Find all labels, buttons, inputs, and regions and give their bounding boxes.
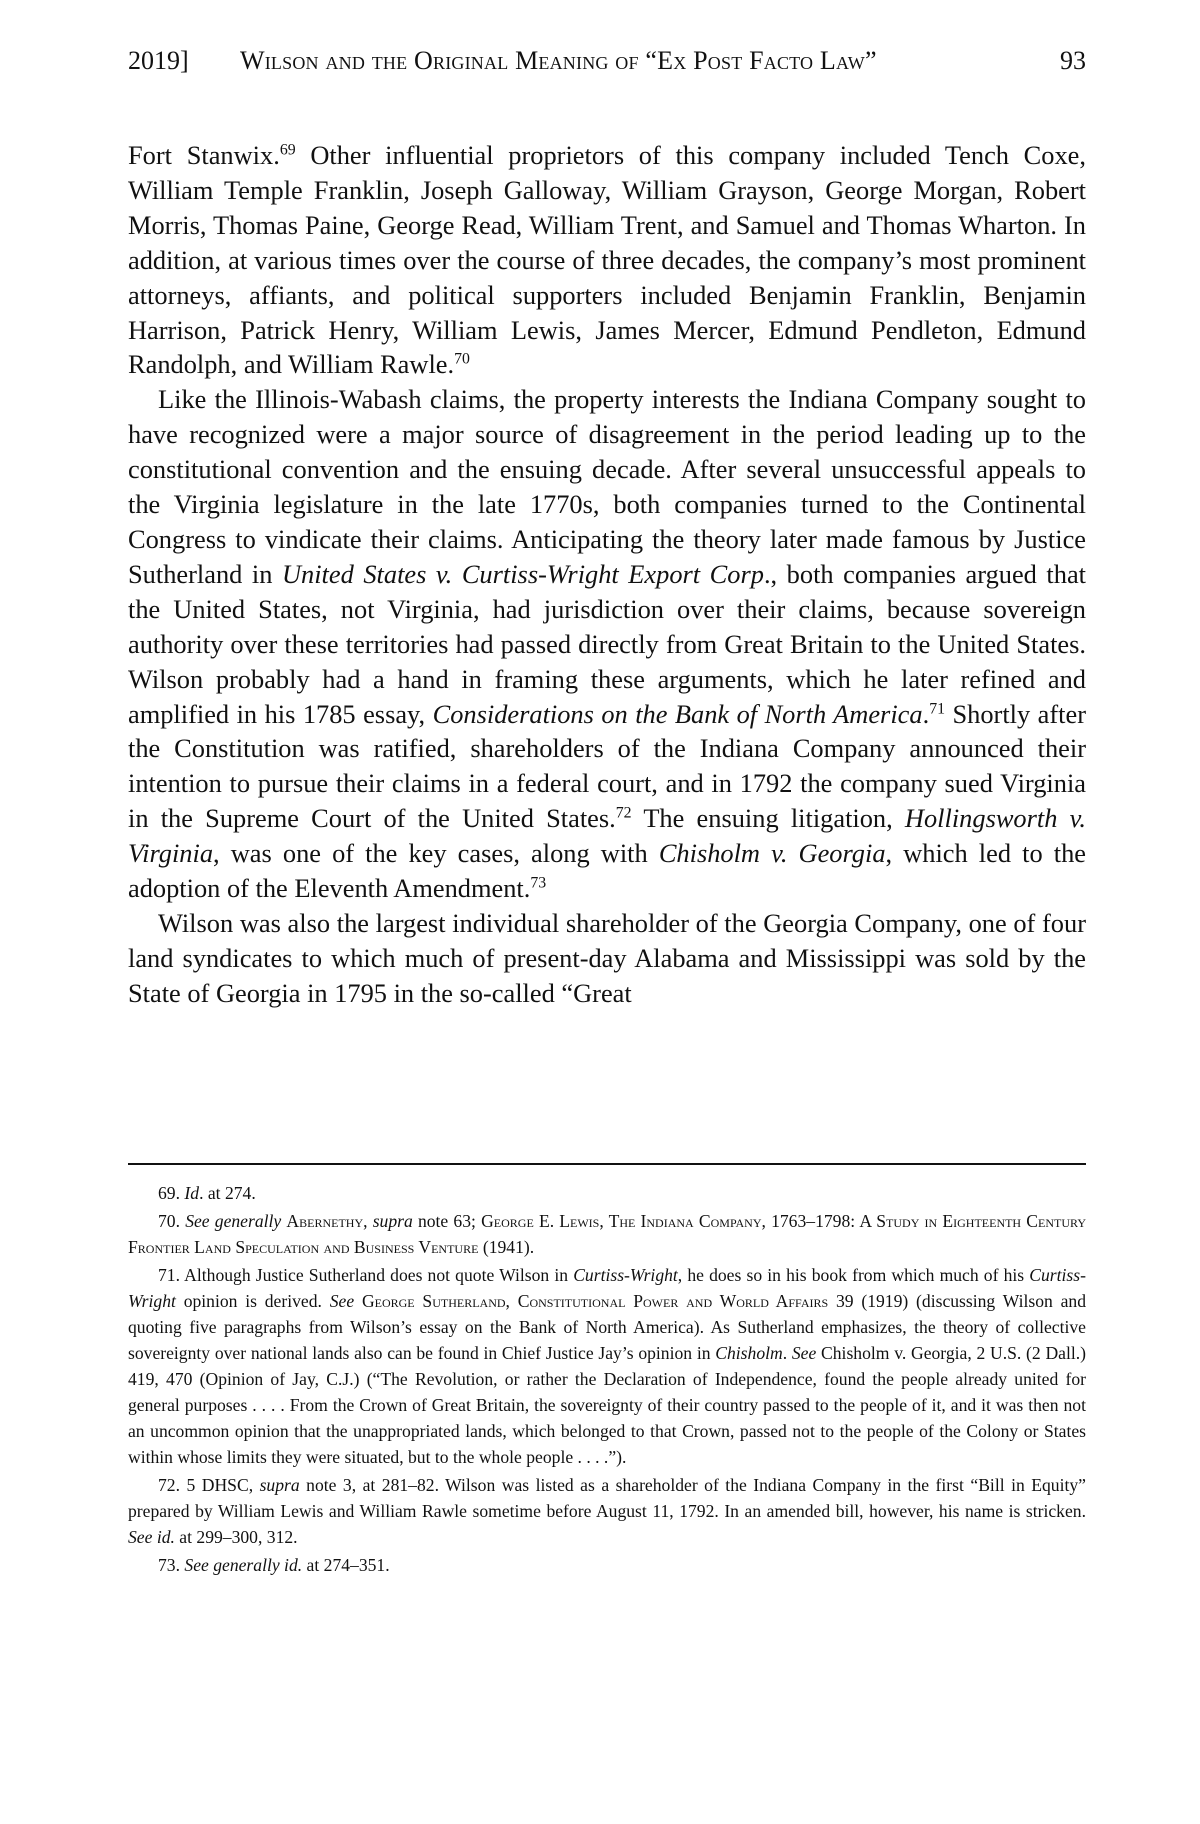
paragraph-3: Wilson was also the largest individual shareholder of the Georgia Company, one of four land syndicates to which much of present-day Alabama and Mississippi was sold by the State of Georgia in 1795 in the so-called “Great	[128, 907, 1086, 1008]
case-name: Hollingsworth v. Virginia	[128, 803, 1086, 869]
footnote-69: 69. Id. at 274.	[158, 1183, 256, 1203]
running-head-year: 2019]	[128, 46, 189, 75]
footnote-70: 70. See generally Abernethy, supra note 63; George E. Lewis, The Indiana Company, 1763–1798: A Study in Eighteenth Century Frontier Land Speculation and Business Venture (1941).	[128, 1211, 1087, 1257]
footnote-divider	[128, 1163, 1086, 1165]
footnote-72: 72. 5 DHSC, supra note 3, at 281–82. Wilson was listed as a shareholder of the Indiana Company in the first “Bill in Equity” prepared by William Lewis and William Rawle sometime before August 11, 1792. In an amended bill, however, his name is stricken. See id. at 299–300, 312.	[128, 1475, 1086, 1547]
footnote-ref-72[interactable]: 72	[615, 804, 632, 822]
footnote-ref-71[interactable]: 71	[929, 700, 946, 717]
paragraph-2: Like the Illinois-Wabash claims, the property interests the Indiana Company sought to have recognized were a major source of disagreement in the period leading up to the constitutional convention and the ensuing decade. After several unsuccessful appeals to the Virginia legislature in the late 1770s, both companies turned to the Continental Congress to vindicate their claims. Anticipating the theory later made famous by Justice Sutherland in United States v. Curtiss-Wright Export Corp., both companies argued that the United States, not Virginia, had jurisdiction over their claims, because sovereign authority over these territories had passed directly from Great Britain to the United States. Wilson probably had a hand in framing these arguments, which he later refined and amplified in his 1785 essay, Considerations on the Bank of North America.$^{71}$ Shortly after the Constitution was ratified, shareholders of the Indiana Company announced their intention to pursue their claims in a federal court, and in 1792 the company sued Virginia in the Supreme Court of the United States.$^{72}$ The ensuing litigation, Hollingsworth v. Virginia, was one of the key cases, along with Chisholm v. Georgia, which led to the adoption of the Eleventh Amendment.$^{73}$	[128, 384, 1086, 904]
footnote-73: 73. See generally id. at 274–351.	[158, 1555, 390, 1575]
essay-title: Considerations on the Bank of North America	[432, 698, 923, 729]
case-name: United States v. Curtiss-Wright Export Corp	[281, 558, 764, 589]
footnote-71: 71. Although Justice Sutherland does not quote Wilson in Curtiss-Wright, he does so in his book from which much of his Curtiss-Wright opinion is derived. See George Sutherland, Constitutional Power and World Affairs 39 (1919) (discussing Wilson and quoting five paragraphs from Wilson’s essay on the Bank of North America). As Sutherland emphasizes, the theory of collective sovereignty over national lands also can be found in Chief Justice Jay’s opinion in Chisholm. See Chisholm v. Georgia, 2 U.S. (2 Dall.) 419, 470 (Opinion of Jay, C.J.) (“The Revolution, or rather the Declaration of Independence, found the people already united for general purposes . . . . From the Crown of Great Britain, the sovereignty of their country passed to the people of it, and it was then not an uncommon opinion that the unappropriated lands, which belonged to that Crown, passed not to the people of the Colony or States within whose limits they were situated, but to the whole people . . . .”).	[128, 1265, 1086, 1467]
body-text	[128, 138, 1086, 1011]
footnote-ref-69[interactable]: 69	[279, 141, 296, 159]
case-name: Chisholm v. Georgia	[658, 838, 886, 869]
running-head-title: Wilson and the Original Meaning of “Ex Post Facto Law”	[240, 46, 877, 75]
paragraph-1: Fort Stanwix.$^{69}$ Other influential proprietors of this company included Tench Coxe, William Temple Franklin, Joseph Galloway, William Grayson, George Morgan, Robert Morris, Thomas Paine, George Read, William Trent, and Samuel and Thomas Wharton. In addition, at various times over the course of three decades, the company’s most prominent attorneys, affiants, and political supporters included Benjamin Franklin, Benjamin Harrison, Patrick Henry, William Lewis, James Mercer, Edmund Pendleton, Edmund Randolph, and William Rawle.$^{70}$	[128, 140, 1086, 380]
page-number: 93	[1060, 46, 1086, 75]
running-head	[128, 46, 1086, 86]
footnotes	[128, 1180, 1086, 1578]
footnote-ref-73[interactable]: 73	[530, 874, 547, 892]
footnote-ref-70[interactable]: 70	[454, 350, 470, 368]
